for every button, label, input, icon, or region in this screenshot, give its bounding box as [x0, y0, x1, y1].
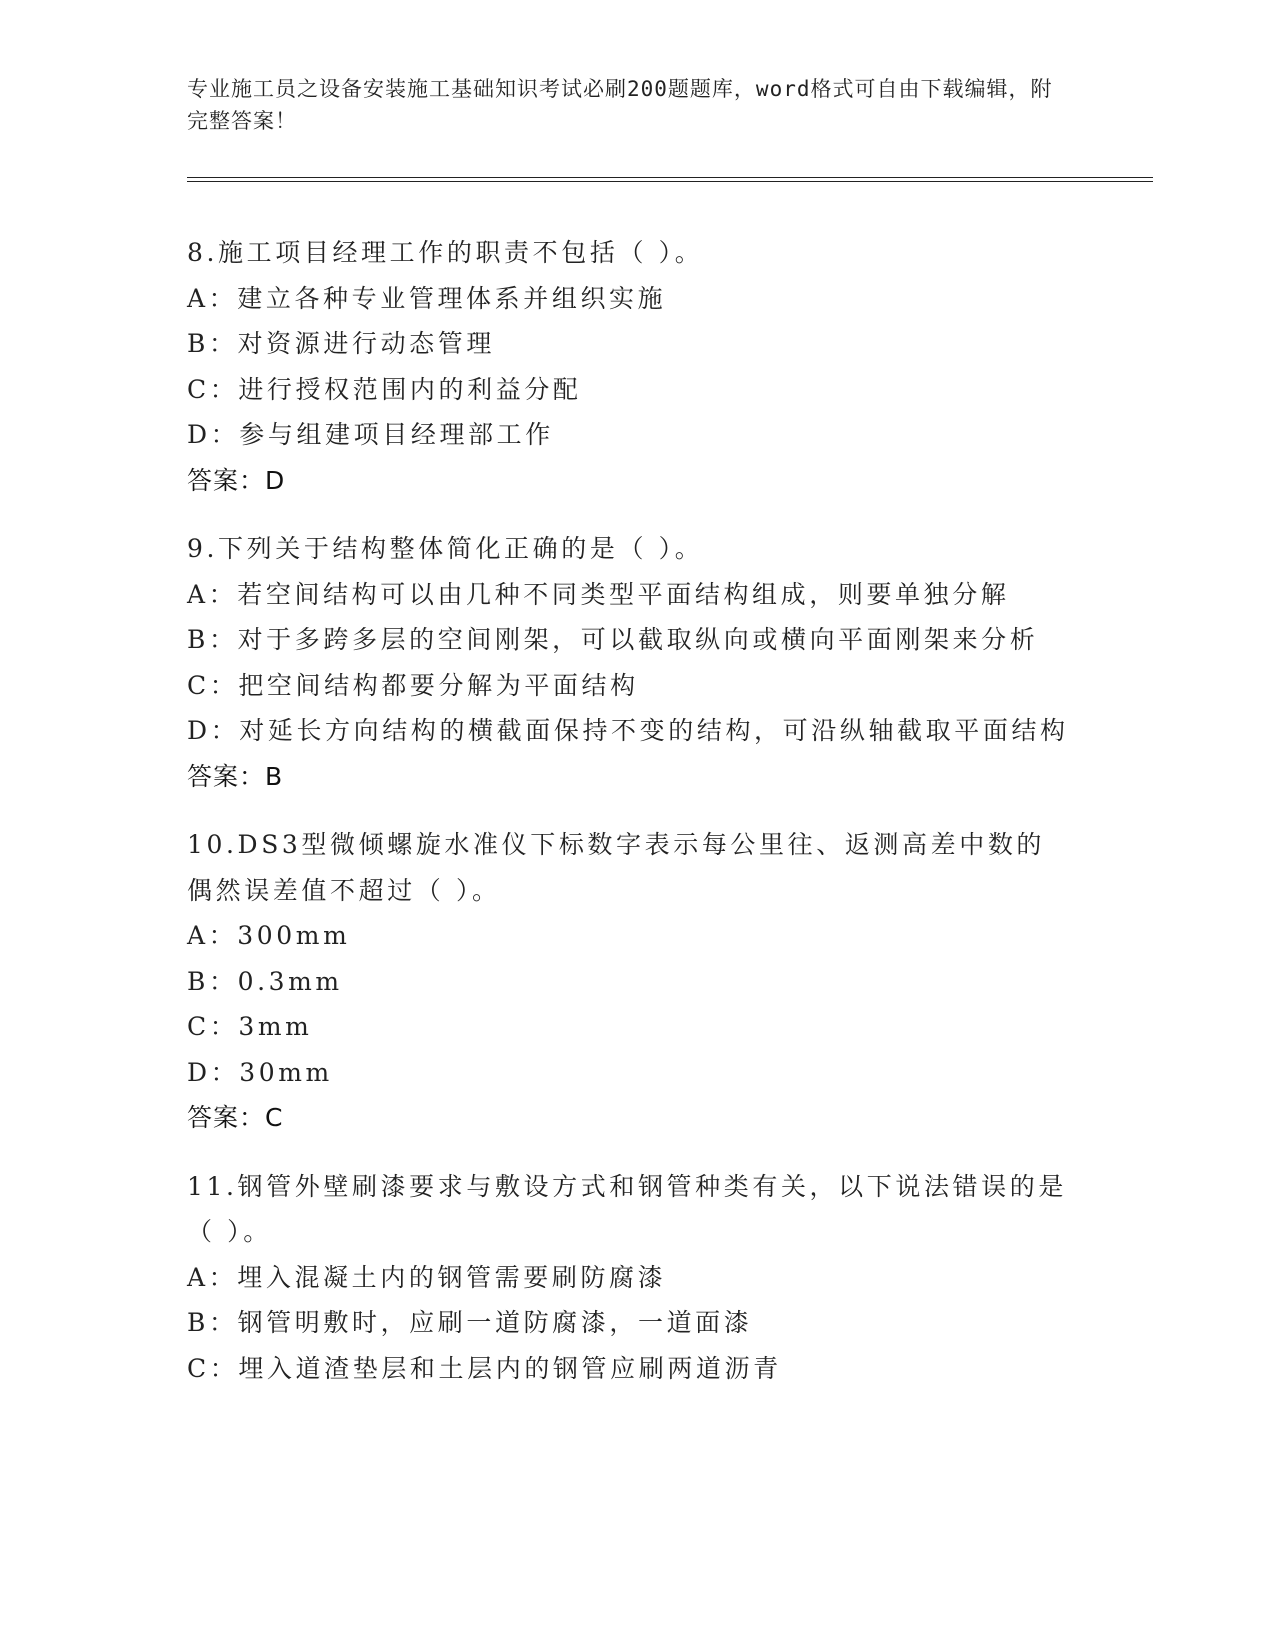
question-item — [187, 526, 1087, 799]
option-b: B：对于多跨多层的空间刚架，可以截取纵向或横向平面刚架来分析 — [187, 625, 1039, 654]
question-item — [187, 822, 1087, 1141]
option-a: A：300mm — [187, 921, 351, 950]
question-text: 11.钢管外壁刷漆要求与敷设方式和钢管种类有关，以下说法错误的是（ ）。 — [187, 1171, 1067, 1246]
question-text: 10.DS3型微倾螺旋水准仪下标数字表示每公里往、返测高差中数的偶然误差值不超过（ ）。 — [187, 830, 1046, 905]
answer-line: 答案：D — [187, 465, 286, 495]
option-d: D：30mm — [187, 1057, 333, 1087]
question-item — [187, 1164, 1087, 1392]
answer-line: 答案：B — [187, 761, 284, 791]
option-b: B：钢管明敷时，应刷一道防腐漆，一道面漆 — [187, 1308, 753, 1337]
option-c: C：3mm — [187, 1012, 313, 1041]
header-divider-bottom — [187, 181, 1153, 182]
option-b: B：对资源进行动态管理 — [187, 329, 495, 358]
option-c: C：把空间结构都要分解为平面结构 — [187, 670, 639, 700]
question-item — [187, 230, 1087, 503]
option-a: A：埋入混凝土内的钢管需要刷防腐漆 — [187, 1262, 667, 1292]
option-d: D：参与组建项目经理部工作 — [187, 420, 554, 449]
answer-line: 答案：C — [187, 1103, 284, 1132]
option-d: D：对延长方向结构的横截面保持不变的结构，可沿纵轴截取平面结构 — [187, 716, 1069, 745]
question-text: 8.施工项目经理工作的职责不包括（ ）。 — [187, 238, 704, 267]
option-a: A：若空间结构可以由几种不同类型平面结构组成，则要单独分解 — [187, 579, 1010, 609]
question-text: 9.下列关于结构整体简化正确的是（ ）。 — [187, 534, 704, 563]
option-a: A：建立各种专业管理体系并组织实施 — [187, 283, 667, 313]
question-list — [187, 230, 1087, 1414]
option-b: B：0.3mm — [187, 966, 343, 996]
header-divider-top — [187, 177, 1153, 178]
document-header: 专业施工员之设备安装施工基础知识考试必刷200题题库，word格式可自由下载编辑，附完整答案！ — [187, 77, 1053, 133]
option-c: C：进行授权范围内的利益分配 — [187, 374, 582, 404]
option-c: C：埋入道渣垫层和土层内的钢管应刷两道沥青 — [187, 1353, 782, 1383]
